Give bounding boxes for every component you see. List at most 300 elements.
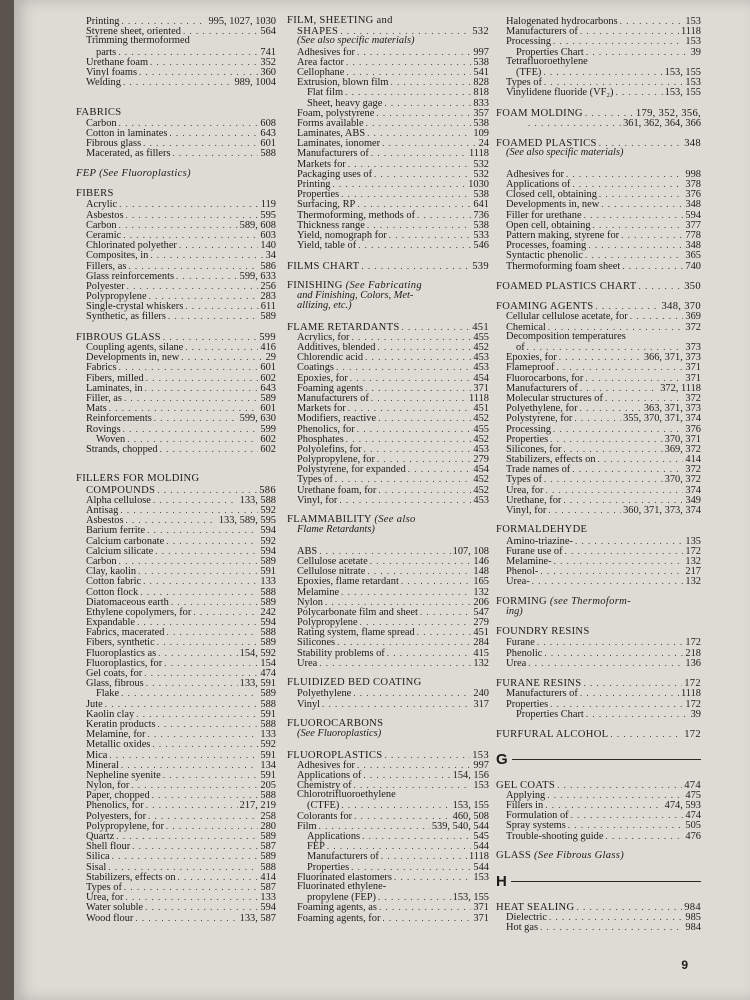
- entry-term: FEP: [307, 841, 325, 853]
- index-entry: [287, 210, 489, 220]
- leader-dots: [550, 699, 683, 709]
- page-refs: 165: [473, 576, 489, 588]
- leader-dots: [377, 454, 471, 464]
- index-entry: [76, 525, 276, 535]
- leader-dots: [131, 780, 258, 790]
- entry-term: Melamine-: [506, 555, 552, 567]
- spacer: [496, 271, 701, 281]
- entry-term: FIBROUS GLASS: [76, 331, 161, 343]
- leader-dots: [163, 770, 259, 780]
- entry-term: Polyolefins, for: [297, 443, 362, 455]
- index-entry: [76, 281, 276, 291]
- entry-term: Cotton flock: [86, 586, 139, 598]
- entry-term: FINISHING (See Fabricating: [287, 279, 422, 291]
- leader-dots: [348, 159, 472, 169]
- page-refs: 594: [260, 525, 276, 537]
- leader-dots: [121, 688, 258, 698]
- entry-term: Silicones, for: [506, 443, 562, 455]
- index-entry: [76, 77, 276, 87]
- page-refs: 588: [260, 790, 276, 802]
- leader-dots: [545, 800, 662, 810]
- index-entry: [287, 831, 489, 841]
- entry-term: Formulation of: [506, 810, 569, 822]
- page-refs: 172: [684, 678, 701, 690]
- page-refs: 592: [260, 535, 276, 547]
- page-refs: 135: [685, 535, 701, 547]
- leader-dots: [150, 57, 258, 67]
- page-refs: 599, 630: [239, 413, 276, 425]
- leader-dots: [367, 128, 471, 138]
- index-heading: [76, 332, 276, 342]
- index-entry: [496, 688, 701, 698]
- page-refs: 154: [260, 657, 276, 669]
- leader-dots: [357, 760, 471, 770]
- entry-term: Spray systems: [506, 820, 566, 832]
- leader-dots: [574, 413, 621, 423]
- entry-term: Jute: [86, 698, 103, 710]
- leader-dots: [164, 658, 258, 668]
- page-refs: 371: [685, 372, 701, 384]
- index-entry: [76, 47, 276, 57]
- entry-term: Properties: [506, 433, 549, 445]
- section-letter-label: G: [496, 751, 508, 768]
- leader-dots: [557, 780, 682, 790]
- page-refs: 352: [260, 56, 276, 68]
- leader-dots: [121, 760, 259, 770]
- leader-dots: [605, 393, 683, 403]
- leader-dots: [402, 322, 471, 332]
- spacer: [76, 322, 276, 332]
- leader-dots: [140, 587, 258, 597]
- index-entry: [287, 576, 489, 586]
- page-refs: 539, 540, 544: [431, 820, 489, 832]
- index-heading: [76, 169, 276, 179]
- spacer: [496, 770, 701, 780]
- index-entry: [287, 434, 489, 444]
- page-refs: 602: [260, 372, 276, 384]
- page-refs: 148: [473, 566, 489, 578]
- entry-term: Fibers, synthetic: [86, 637, 155, 649]
- page-refs: 371: [473, 382, 489, 394]
- entry-term: Ceramic: [86, 229, 122, 241]
- leader-dots: [346, 434, 472, 444]
- entry-term: Coupling agents, silane: [86, 342, 184, 353]
- leader-dots: [544, 77, 683, 87]
- entry-term: Wood flour: [86, 912, 134, 924]
- page-refs: 133: [260, 729, 276, 741]
- entry-term: Sheet, heavy gage: [307, 97, 383, 109]
- page-refs: 1118: [680, 26, 701, 38]
- index-entry: [287, 454, 489, 464]
- index-entry: [76, 719, 276, 729]
- entry-term: Tetrafluoroethylene: [506, 55, 588, 67]
- page-refs: 136: [685, 657, 701, 669]
- index-column-2: [287, 16, 489, 923]
- index-entry: [76, 699, 276, 709]
- page-refs: 179, 352, 356,: [635, 107, 701, 119]
- index-column-1: [76, 16, 276, 923]
- index-entry: [496, 790, 701, 800]
- leader-dots: [109, 403, 259, 413]
- entry-term: Paper, chopped: [86, 790, 150, 802]
- see-also-note: (See also: [374, 514, 416, 526]
- leader-dots: [183, 26, 258, 36]
- page-refs: 39: [690, 708, 701, 720]
- entry-term: Fabrics, macerated: [86, 627, 165, 639]
- index-entry: [76, 16, 276, 26]
- page-refs: 601: [260, 403, 276, 415]
- entry-term: Flameproof: [506, 362, 555, 374]
- entry-term: (TFE): [516, 66, 542, 78]
- index-entry: [287, 230, 489, 240]
- page-refs: 1118: [680, 688, 701, 700]
- entry-term: Processing: [506, 423, 552, 435]
- entry-term: Extrusion, blown film: [297, 77, 389, 89]
- index-entry: [496, 454, 701, 464]
- index-entry: [287, 383, 489, 393]
- leader-dots: [593, 220, 684, 230]
- leader-dots: [528, 658, 683, 668]
- index-entry: [496, 342, 701, 352]
- entry-term: Forms available: [297, 117, 364, 129]
- page-refs: 587: [260, 841, 276, 853]
- index-heading: [287, 16, 489, 26]
- leader-dots: [319, 546, 450, 556]
- index-entry: [76, 556, 276, 566]
- page-refs: 453: [473, 443, 489, 455]
- leader-dots: [168, 311, 258, 321]
- entry-term: (CTFE): [307, 800, 340, 812]
- page-refs: 279: [473, 454, 489, 466]
- spacer: [287, 536, 489, 546]
- leader-dots: [350, 373, 472, 383]
- leader-dots: [149, 291, 259, 301]
- index-entry: [287, 179, 489, 189]
- entry-term: Polypropylene, for: [86, 820, 164, 832]
- page-refs: 643: [260, 128, 276, 140]
- index-entry: [496, 332, 701, 342]
- page-refs: 1118: [468, 148, 489, 160]
- entry-term: Urea: [297, 657, 318, 669]
- page-refs: 374: [685, 484, 701, 496]
- leader-dots: [116, 831, 258, 841]
- leader-dots: [585, 108, 634, 118]
- page-refs: 589: [260, 555, 276, 567]
- entry-term: Woven: [96, 433, 126, 445]
- leader-dots: [379, 902, 471, 912]
- index-entry: [287, 98, 489, 108]
- leader-dots: [556, 362, 683, 372]
- page-refs: 602: [260, 433, 276, 445]
- leader-dots: [566, 169, 683, 179]
- index-entry: [287, 128, 489, 138]
- leader-dots: [322, 699, 471, 709]
- entry-term: (See also specific materials): [297, 35, 415, 47]
- index-entry: [287, 362, 489, 372]
- leader-dots: [630, 311, 684, 321]
- page-refs: 361, 362, 364, 366: [623, 117, 701, 129]
- entry-term: Flame Retardants): [297, 524, 375, 536]
- entry-term: Urea, for: [86, 892, 124, 904]
- leader-dots: [327, 841, 472, 851]
- page-refs: 544: [473, 861, 489, 873]
- leader-dots: [559, 352, 642, 362]
- page-refs: 357: [473, 107, 489, 119]
- page-refs: 452: [473, 433, 489, 445]
- entry-term: Polyesters, for: [86, 810, 147, 822]
- entry-term: Sisal: [86, 861, 107, 873]
- entry-term: Types of: [506, 474, 542, 486]
- entry-term: Urethane, for: [506, 494, 562, 506]
- index-entry: [496, 261, 701, 271]
- entry-term: Vinyl: [297, 698, 321, 710]
- entry-term: Thermoforming, methods of: [297, 209, 416, 221]
- page-refs: 454: [473, 372, 489, 384]
- page-refs: 740: [685, 260, 701, 272]
- entry-term: Cellulose nitrate: [297, 566, 366, 578]
- entry-term: Furane use of: [506, 545, 563, 557]
- index-entry: [76, 138, 276, 148]
- entry-term: FOAMED PLASTICS CHART: [496, 280, 637, 292]
- page-refs: 997: [473, 759, 489, 771]
- index-entry: [496, 607, 701, 617]
- index-entry: [496, 485, 701, 495]
- page-refs: 589: [260, 637, 276, 649]
- leader-dots: [378, 892, 451, 902]
- entry-term: Fluoroplastics as: [86, 647, 157, 659]
- index-entry: [287, 118, 489, 128]
- index-entry: [287, 373, 489, 383]
- leader-dots: [160, 444, 259, 454]
- index-entry: [496, 240, 701, 250]
- entry-term: parts: [96, 46, 117, 58]
- leader-dots: [610, 729, 682, 739]
- page-refs: 317: [473, 698, 489, 710]
- entry-term: Laminates, in: [86, 382, 143, 394]
- entry-term: Urea: [506, 657, 527, 669]
- index-entry: [76, 301, 276, 311]
- leader-dots: [319, 821, 430, 831]
- leader-dots: [176, 271, 238, 281]
- leader-dots: [146, 678, 238, 688]
- leader-dots: [378, 485, 471, 495]
- entry-term: and Finishing, Colors, Met-: [297, 290, 414, 302]
- entry-term: Cotton in laminates: [86, 128, 168, 140]
- page-refs: 371: [473, 902, 489, 914]
- leader-dots: [124, 393, 258, 403]
- leader-dots: [571, 810, 684, 820]
- leader-dots: [384, 98, 471, 108]
- entry-term: Reinforcements: [86, 413, 152, 425]
- entry-term: Manufacturers of: [307, 851, 379, 863]
- index-entry: [76, 607, 276, 617]
- entry-term: Polypropylene: [86, 291, 147, 303]
- page-refs: 133, 589, 595: [218, 515, 276, 527]
- leader-dots: [550, 434, 662, 444]
- page-refs: 587: [260, 881, 276, 893]
- index-entry: [76, 413, 276, 423]
- index-entry: [496, 230, 701, 240]
- page-refs: 240: [473, 688, 489, 700]
- leader-dots: [136, 709, 258, 719]
- spacer: [76, 454, 276, 464]
- index-entry: [496, 556, 701, 566]
- entry-term: Chemical: [506, 321, 546, 333]
- entry-term: Single-crystal whiskers: [86, 301, 184, 313]
- leader-dots: [596, 301, 660, 311]
- index-entry: [287, 240, 489, 250]
- leader-dots: [358, 240, 471, 250]
- index-entry: [76, 882, 276, 892]
- leader-dots: [119, 118, 259, 128]
- index-entry: [496, 536, 701, 546]
- page-refs: 153, 155: [664, 87, 701, 99]
- page-refs: 133, 588: [239, 494, 276, 506]
- index-entry: [287, 485, 489, 495]
- leader-dots: [346, 67, 471, 77]
- leader-dots: [583, 678, 682, 688]
- page-refs: 370, 372: [664, 474, 701, 486]
- leader-dots: [181, 352, 263, 362]
- page-refs: 455: [473, 423, 489, 435]
- page-refs: 586: [260, 260, 276, 272]
- entry-term: Printing: [86, 16, 120, 27]
- entry-term: Filler, as: [86, 392, 122, 404]
- entry-term: Silicones: [297, 637, 336, 649]
- section-letter-label: H: [496, 872, 507, 890]
- entry-term: FABRICS: [76, 106, 122, 118]
- page-refs: 592: [260, 505, 276, 516]
- leader-dots: [138, 566, 258, 576]
- index-entry: [496, 169, 701, 179]
- page-refs: 594: [260, 902, 276, 914]
- leader-dots: [143, 576, 258, 586]
- entry-term: Yield, table of: [297, 240, 357, 252]
- leader-dots: [146, 800, 238, 810]
- index-entry: [287, 138, 489, 148]
- index-heading: [76, 474, 276, 484]
- entry-term: Processing: [506, 36, 552, 48]
- entry-term: Fillers, as: [86, 260, 127, 272]
- leader-dots: [394, 872, 471, 882]
- index-entry: [496, 699, 701, 709]
- leader-dots: [173, 148, 259, 158]
- page-refs: 1118: [468, 851, 489, 863]
- page-refs: 153, 155: [452, 800, 489, 812]
- page-refs: 453: [473, 494, 489, 506]
- page-refs: 24: [478, 138, 489, 150]
- index-entry: [76, 352, 276, 362]
- index-entry: [287, 566, 489, 576]
- index-entry: [76, 821, 276, 831]
- entry-term: Quartz: [86, 831, 115, 842]
- page-refs: 132: [685, 576, 701, 588]
- leader-dots: [586, 47, 689, 57]
- page-refs: 34: [265, 250, 276, 262]
- page-refs: 348, 370: [661, 301, 701, 313]
- entry-term: Water soluble: [86, 902, 144, 914]
- entry-term: Epoxies, for: [506, 352, 557, 364]
- page-refs: 132: [685, 555, 701, 567]
- entry-term: Laminates, ABS: [297, 128, 366, 140]
- leader-dots: [615, 87, 662, 97]
- index-column-3: [496, 16, 701, 932]
- index-entry: [496, 199, 701, 209]
- page-refs: 153: [685, 36, 701, 48]
- index-entry: [287, 301, 489, 311]
- leader-dots: [540, 566, 683, 576]
- index-entry: [496, 820, 701, 830]
- spacer: [287, 739, 489, 749]
- leader-dots: [580, 403, 642, 413]
- index-heading: [496, 108, 701, 118]
- index-entry: [76, 67, 276, 77]
- leader-dots: [152, 739, 258, 749]
- page-refs: 778: [685, 229, 701, 241]
- index-entry: [76, 709, 276, 719]
- entry-term: Mineral: [86, 759, 119, 771]
- index-entry: [76, 118, 276, 128]
- index-entry: [287, 189, 489, 199]
- leader-dots: [150, 250, 263, 260]
- page-refs: 205: [260, 780, 276, 792]
- entry-term: FIBERS: [76, 188, 114, 200]
- entry-term: Acrylics, for: [297, 331, 350, 343]
- entry-term: Stabilizers, effects on: [506, 454, 596, 466]
- index-entry: [76, 210, 276, 220]
- leader-dots: [580, 26, 679, 36]
- leader-dots: [146, 373, 259, 383]
- index-entry: [76, 862, 276, 872]
- entry-term: FOAM MOLDING: [496, 107, 583, 119]
- entry-term: Polystyrene, for: [506, 413, 573, 425]
- page-refs: 242: [260, 606, 276, 618]
- entry-term: Glass reinforcements: [86, 270, 175, 282]
- entry-term: Types of: [86, 881, 122, 893]
- entry-term: ABS: [297, 545, 318, 557]
- entry-term: FILMS CHART: [287, 260, 360, 272]
- page-refs: 372: [685, 392, 701, 404]
- index-entry: [287, 658, 489, 668]
- entry-term: Developments in, new: [506, 199, 600, 211]
- leader-dots: [363, 770, 450, 780]
- entry-term: Area factor: [297, 56, 345, 68]
- index-entry: [76, 373, 276, 383]
- leader-dots: [145, 902, 258, 912]
- leader-dots: [109, 750, 258, 760]
- page-refs: 539: [472, 260, 489, 272]
- index-entry: [496, 189, 701, 199]
- index-entry: [287, 169, 489, 179]
- index-entry: [76, 841, 276, 851]
- leader-dots: [135, 913, 237, 923]
- leader-dots: [185, 301, 259, 311]
- leader-dots: [157, 485, 257, 495]
- index-entry: [287, 902, 489, 912]
- index-entry: [287, 36, 489, 46]
- entry-term: Phenolic: [506, 647, 543, 659]
- page-refs: 371: [685, 362, 701, 374]
- entry-term: Alpha cellulose: [86, 494, 151, 506]
- index-entry: [287, 199, 489, 209]
- page-refs: 146: [473, 555, 489, 567]
- index-entry: [76, 424, 276, 434]
- index-entry: [287, 47, 489, 57]
- entry-term: Gel coats, for: [86, 668, 143, 679]
- index-entry: [76, 546, 276, 556]
- page-refs: 372: [685, 321, 701, 333]
- leader-dots: [351, 862, 471, 872]
